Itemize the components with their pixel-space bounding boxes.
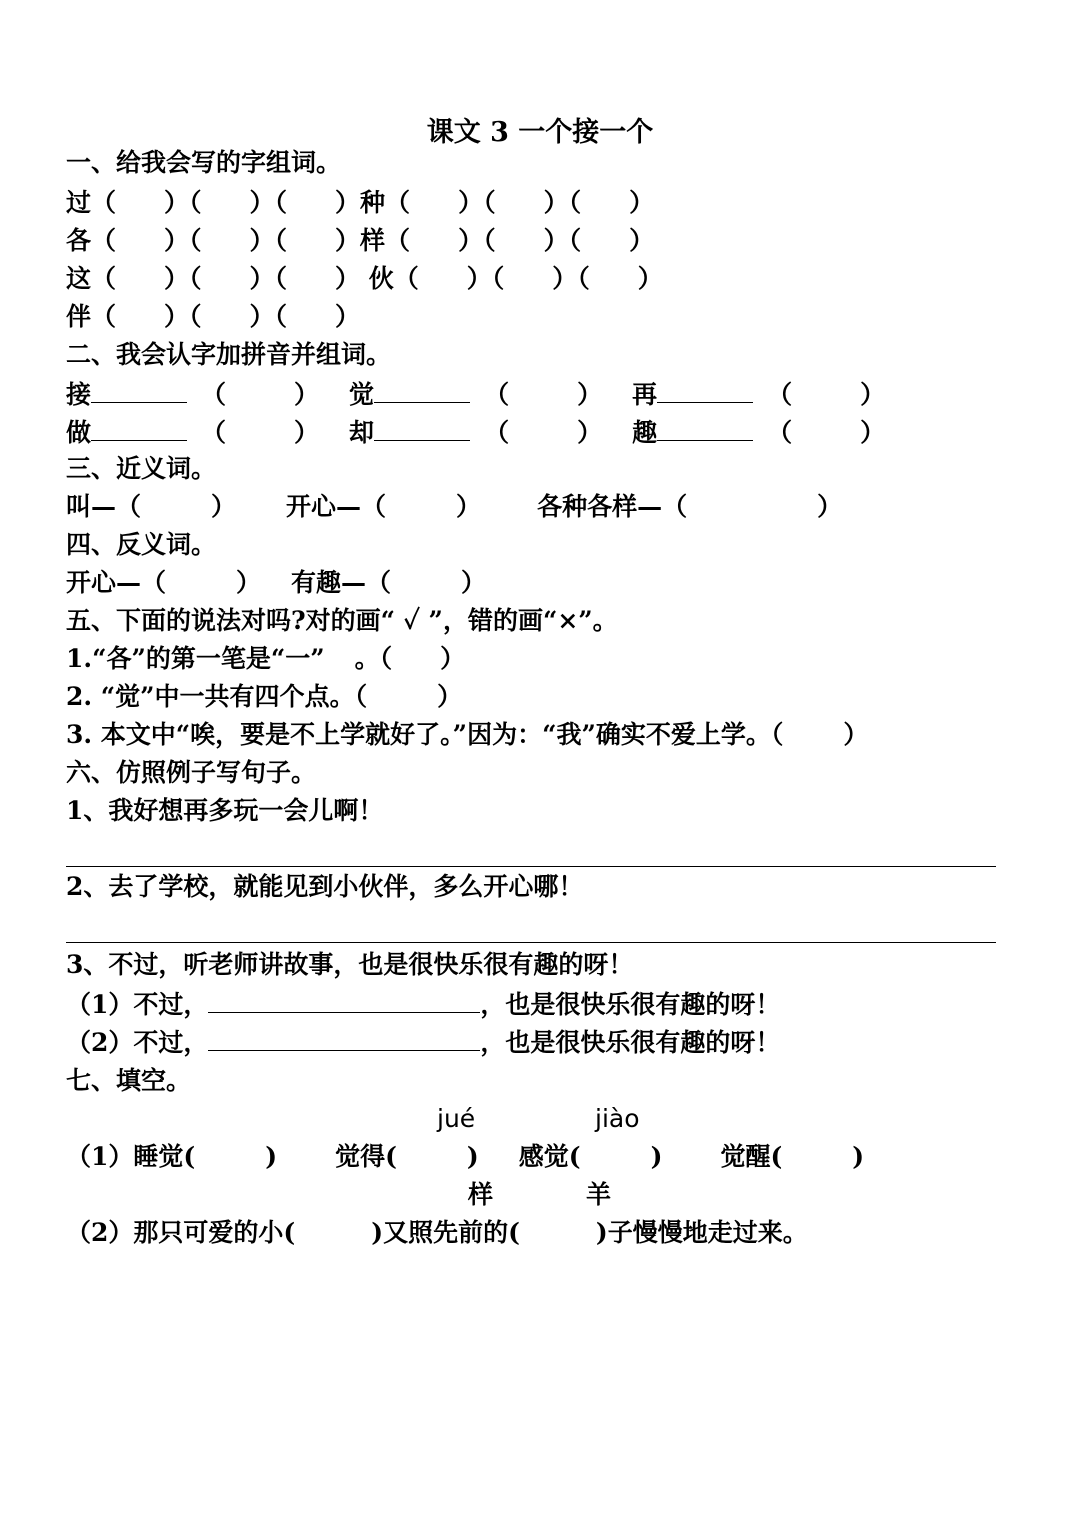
section-4-heading: 四、反义词。 [66, 530, 217, 559]
section-1-heading: 一、给我会写的字组词。 [66, 148, 342, 177]
s7-row-1: （1）睡觉( ) 觉得( ) 感觉( ) 觉醒( ) [66, 1142, 865, 1171]
option-yang-sheep: 羊 [586, 1180, 612, 1209]
s6-example-3: 3、不过，听老师讲故事，也是很快乐很有趣的呀！ [66, 950, 634, 979]
section-6-heading: 六、仿照例子写句子。 [66, 758, 317, 787]
s6-sub-1-blank[interactable] [208, 988, 480, 1013]
pinyin-jiao: jiào [595, 1104, 640, 1133]
s1-row-4: 伴（ ）（ ）（ ） [66, 302, 361, 331]
s1-row-2: 各（ ）（ ）（ ）样（ ）（ ）（ ） [66, 226, 655, 255]
section-7-heading: 七、填空。 [66, 1066, 192, 1095]
s6-sub-2-blank[interactable] [208, 1026, 480, 1051]
s6-sub-1: （1）不过， ，也是很快乐很有趣的呀！ [66, 990, 781, 1019]
s5-question-3: 3. 本文中“唉，要是不上学就好了。”因为：“我”确实不爱上学。（ ） [66, 720, 869, 749]
pinyin-jue: jué [437, 1104, 476, 1133]
section-2-heading: 二、我会认字加拼音并组词。 [66, 340, 392, 369]
s4-antonyms: 开心—（ ） 有趣—（ ） [66, 568, 487, 597]
s6-answer-line-1[interactable] [66, 866, 996, 867]
s1-row-3: 这（ ）（ ）（ ） 伙（ ）（ ）（ ） [66, 264, 663, 293]
page-title: 课文 3 一个接一个 [426, 117, 654, 148]
s2-row-2: 做 （ ） 却 （ ） 趣 （ ） [66, 418, 886, 447]
s5-question-1: 1.“各”的第一笔是“一” 。（ ） [66, 644, 466, 673]
s6-sub-2: （2）不过， ，也是很快乐很有趣的呀！ [66, 1028, 781, 1057]
s6-example-1: 1、我好想再多玩一会儿啊！ [66, 796, 384, 825]
s3-synonyms: 叫—（ ） 开心—（ ） 各种各样—（ ） [66, 492, 843, 521]
s2-row-1: 接 （ ） 觉 （ ） 再 （ ） [66, 380, 886, 409]
s5-question-2: 2. “觉”中一共有四个点。（ ） [66, 682, 463, 711]
s7-row-2: （2）那只可爱的小( )又照先前的( )子慢慢地走过来。 [66, 1218, 808, 1247]
option-yang-pattern: 样 [468, 1180, 494, 1209]
s6-example-2: 2、去了学校，就能见到小伙伴，多么开心哪！ [66, 872, 584, 901]
section-3-heading: 三、近义词。 [66, 454, 217, 483]
s1-row-1: 过（ ）（ ）（ ）种（ ）（ ）（ ） [66, 188, 655, 217]
section-5-heading: 五、下面的说法对吗?对的画“ ✓ ”，错的画“×”。 [66, 606, 618, 635]
s6-answer-line-2[interactable] [66, 942, 996, 943]
